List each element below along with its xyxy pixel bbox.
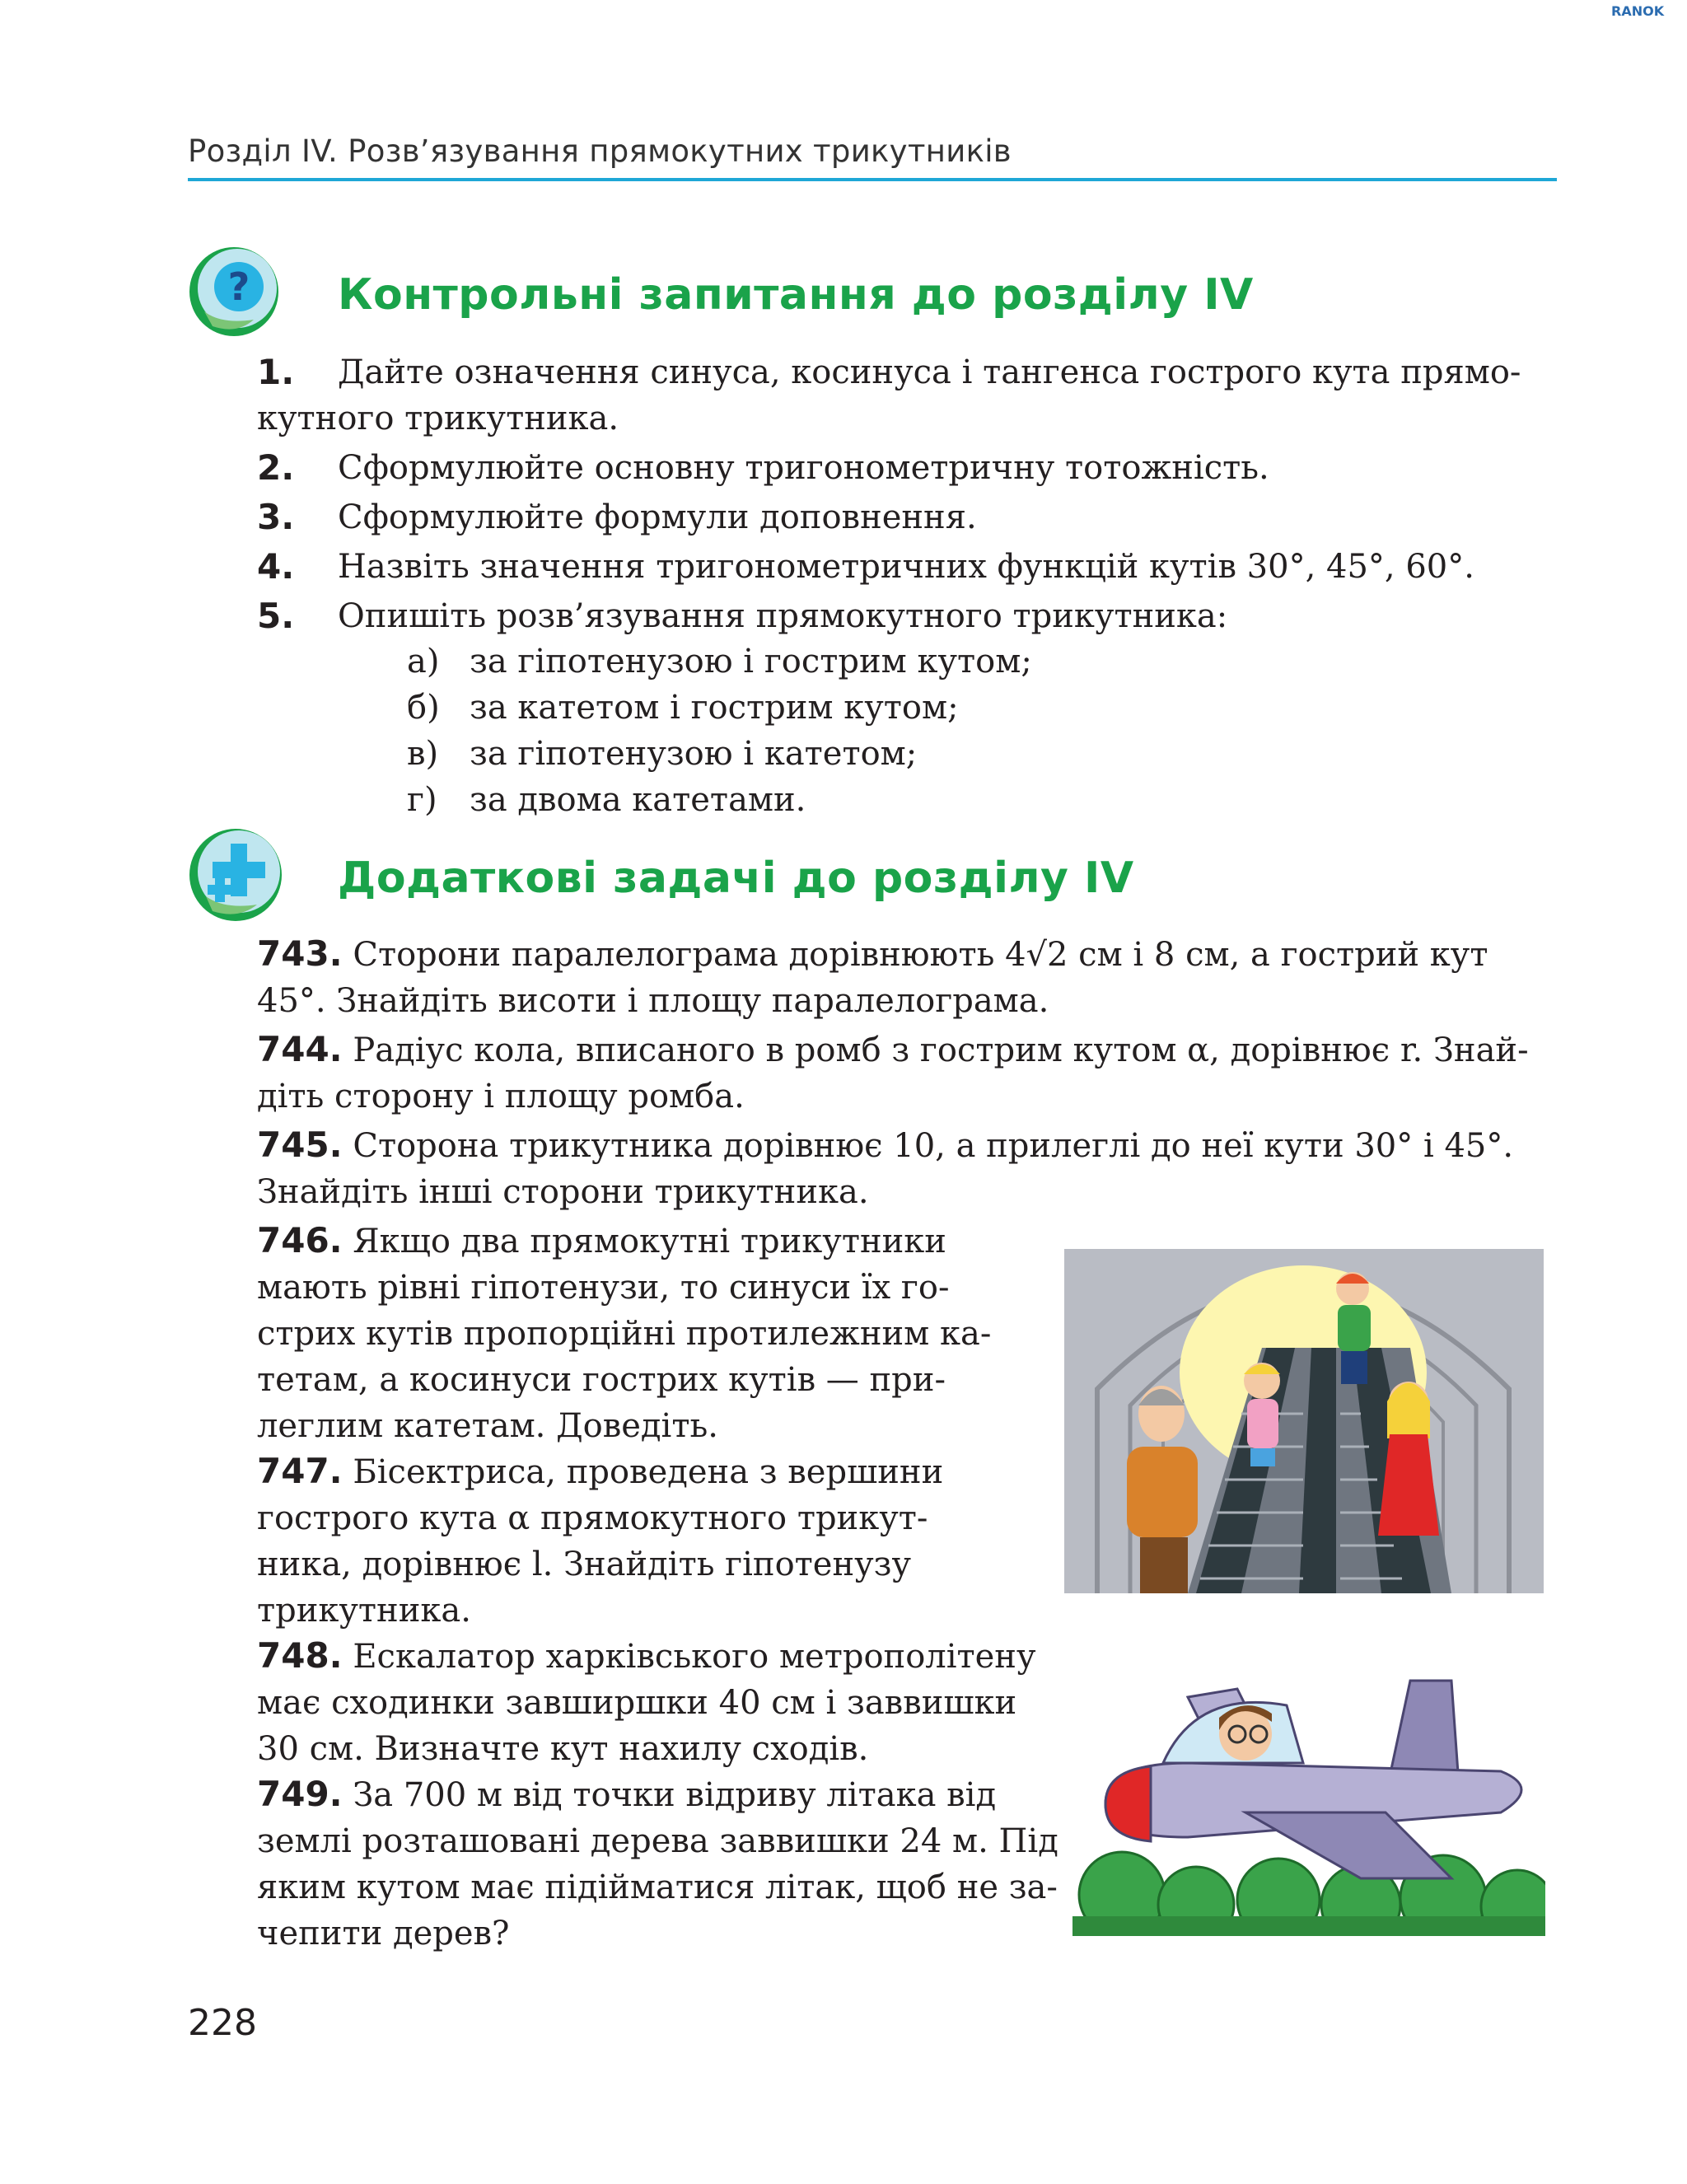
subitem-text: за гіпотенузою і гострим кутом; xyxy=(470,643,1032,680)
question-icon xyxy=(188,246,280,338)
problem-line: землі розташовані дерева заввишки 24 м. Під xyxy=(257,1822,1058,1860)
problem-line xyxy=(257,931,1557,978)
question-text: Опишіть розв’язування прямокутного трикутника: xyxy=(338,597,1228,635)
problem-line: ника, дорівнює l. Знайдіть гіпотенузу xyxy=(257,1546,912,1583)
subitem-letter: г) xyxy=(407,781,437,819)
svg-text:?: ? xyxy=(227,264,250,309)
question-line: Дайте означення синуса, косинуса і тангенса гострого кута прямо- xyxy=(338,353,1521,391)
problem-744 xyxy=(257,1027,1557,1120)
problem-743 xyxy=(257,931,1557,1024)
problem-number: 748. xyxy=(257,1635,343,1676)
question-number: 5. xyxy=(257,596,295,636)
question-number: 2. xyxy=(257,447,295,488)
problem-text: Сторони паралелограма дорівнюють 4√2 см і 8 см, а гострий кут xyxy=(353,936,1488,974)
problem-text: Сторона трикутника дорівнює 10, а прилеглі до неї кути 30° і 45°. xyxy=(353,1127,1514,1165)
problem-746 xyxy=(257,1218,991,1449)
problem-747 xyxy=(257,1448,943,1634)
question-text xyxy=(257,349,1521,442)
subitem-letter: в) xyxy=(407,735,439,773)
problem-line: стрих кутів пропорційні протилежним ка- xyxy=(257,1315,992,1353)
question-text: Назвіть значення тригонометричних функцій кутів 30°, 45°, 60°. xyxy=(338,548,1474,586)
subitem-letter: а) xyxy=(407,643,440,680)
question-number: 3. xyxy=(257,497,295,537)
problem-line xyxy=(257,1027,1557,1073)
problem-text: Радіус кола, вписаного в ромб з гострим кутом α, дорівнює r. Знай- xyxy=(353,1031,1529,1069)
question-text: Сформулюйте формули доповнення. xyxy=(338,498,977,536)
subitem-letter: б) xyxy=(407,689,440,727)
problem-number: 745. xyxy=(257,1125,343,1165)
section-title-control-questions: Контрольні запитання до розділу IV xyxy=(338,270,1254,320)
problem-line: гострого кута α прямокутного трикут- xyxy=(257,1499,928,1537)
problem-line: Знайдіть інші сторони трикутника. xyxy=(257,1173,869,1211)
problem-line xyxy=(257,1218,991,1265)
header-rule xyxy=(188,178,1557,181)
problem-line: 30 см. Визначте кут нахилу сходів. xyxy=(257,1730,869,1768)
page-number: 228 xyxy=(188,2002,257,2044)
problem-749 xyxy=(257,1771,1058,1957)
problem-line: мають рівні гіпотенузи, то синуси їх го- xyxy=(257,1269,950,1307)
problem-number: 743. xyxy=(257,933,343,974)
running-header: Розділ IV. Розв’язування прямокутних трикутників xyxy=(188,133,1012,169)
question-text: Сформулюйте основну тригонометричну тотожність. xyxy=(338,449,1269,487)
escalator-illustration xyxy=(1064,1249,1544,1593)
section-title-additional-problems: Додаткові задачі до розділу IV xyxy=(338,853,1134,903)
problem-line: леглим катетам. Доведіть. xyxy=(257,1407,718,1445)
problem-line: чепити дерев? xyxy=(257,1915,510,1953)
problem-line: яким кутом має підійматися літак, щоб не за- xyxy=(257,1868,1058,1906)
problem-line: має сходинки завширшки 40 см і заввишки xyxy=(257,1684,1017,1722)
problem-number: 747. xyxy=(257,1451,343,1491)
airplane-illustration xyxy=(1072,1672,1545,1936)
plus-icon xyxy=(188,827,283,923)
problem-text: За 700 м від точки відриву літака від xyxy=(353,1776,997,1814)
problem-line xyxy=(257,1448,943,1495)
question-line: кутного трикутника. xyxy=(257,400,619,437)
problem-number: 746. xyxy=(257,1220,343,1260)
problem-number: 749. xyxy=(257,1774,343,1814)
problem-line: трикутника. xyxy=(257,1592,471,1630)
problem-line: тетам, а косинуси гострих кутів — при- xyxy=(257,1361,946,1399)
problem-line xyxy=(257,1633,1035,1680)
publisher-logo: RANOK xyxy=(1611,3,1665,19)
problem-number: 744. xyxy=(257,1029,343,1069)
problem-748 xyxy=(257,1633,1035,1772)
problem-text: Бісектриса, проведена з вершини xyxy=(353,1453,944,1491)
problem-line xyxy=(257,1771,1058,1818)
problem-text: Якщо два прямокутні трикутники xyxy=(353,1223,946,1260)
problem-line xyxy=(257,1122,1557,1169)
question-number: 4. xyxy=(257,546,295,587)
problem-745 xyxy=(257,1122,1557,1215)
problem-line: 45°. Знайдіть висоти і площу паралелограма. xyxy=(257,982,1049,1020)
subitem-text: за гіпотенузою і катетом; xyxy=(470,735,918,773)
problem-text: Ескалатор харківського метрополітену xyxy=(353,1638,1036,1676)
question-number: 1. xyxy=(257,352,295,392)
subitem-text: за катетом і гострим кутом; xyxy=(470,689,959,727)
subitem-text: за двома катетами. xyxy=(470,781,806,819)
problem-line: діть сторону і площу ромба. xyxy=(257,1078,745,1115)
